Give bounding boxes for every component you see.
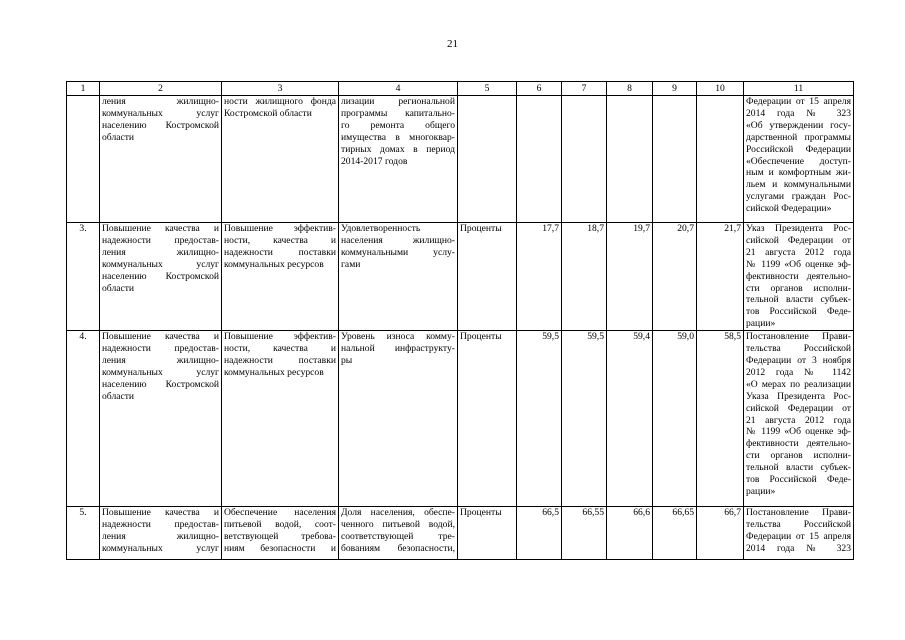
value-cell: 66,6: [607, 507, 653, 560]
source-cell: [744, 507, 854, 560]
table-row: [67, 96, 854, 223]
goal-line: области: [102, 390, 135, 402]
goal-line: ления жилищно-: [102, 96, 219, 107]
source-line: тельства Российской: [746, 343, 851, 355]
source-line: Федерации от 15 апреля: [746, 530, 851, 542]
source-line: Постановление Прави-: [746, 331, 851, 343]
value-cell: [607, 96, 653, 223]
goal-line: ления жилищно-: [102, 246, 219, 258]
goal-line: Повышение качества и: [102, 223, 219, 234]
indicator-cell: [339, 507, 458, 560]
unit-cell: [458, 96, 517, 223]
goal-line: области: [102, 282, 135, 294]
header-cell: 4: [339, 82, 458, 96]
task-line: надежности поставки: [224, 246, 336, 258]
source-line: тельной власти субъек-: [746, 462, 851, 474]
task-cell: [222, 507, 339, 560]
header-cell: 5: [458, 82, 517, 96]
task-cell: [222, 96, 339, 223]
table-header-row: [67, 82, 854, 96]
goal-line: коммунальных услуг: [102, 366, 219, 378]
indicator-cell: [339, 223, 458, 331]
indicator-line: Доля населения, обеспе-: [341, 507, 455, 519]
goal-line: ления жилищно-: [102, 530, 219, 542]
row-number: 3.: [67, 223, 100, 331]
goal-line: надежности предостав-: [102, 234, 219, 246]
source-line: рации»: [746, 318, 776, 330]
source-line: Постановление Прави-: [746, 507, 851, 519]
task-line: ности, качества и: [224, 234, 336, 246]
unit-cell: Проценты: [458, 507, 517, 560]
indicator-line: соответствующей тре-: [341, 530, 455, 542]
value-cell: 18,7: [562, 223, 607, 331]
value-cell: 20,7: [653, 223, 697, 331]
goal-line: Повышение качества и: [102, 507, 219, 519]
value-cell: [517, 96, 562, 223]
indicators-table: [66, 81, 854, 560]
source-line: Указ Президента Рос-: [746, 223, 851, 234]
goal-cell: [100, 331, 222, 507]
goal-line: населению Костромской: [102, 378, 219, 390]
goal-cell: [100, 96, 222, 223]
task-line: коммунальных ресурсов: [224, 258, 324, 270]
row-number: [67, 96, 100, 223]
indicator-line: ченного питьевой водой,: [341, 519, 455, 531]
source-line: сийской Федерации»: [746, 203, 832, 215]
goal-line: надежности предостав-: [102, 343, 219, 355]
header-cell: 11: [744, 82, 854, 96]
value-cell: 17,7: [517, 223, 562, 331]
source-line: Российской Федерации: [746, 143, 851, 155]
source-line: дарственной программы: [746, 131, 851, 143]
value-cell: 66,5: [517, 507, 562, 560]
source-line: ным и комфортным жи-: [746, 167, 851, 179]
source-line: тов Российской Феде-: [746, 474, 851, 486]
unit-cell: Проценты: [458, 223, 517, 331]
source-line: «Об утверждении госу-: [746, 119, 851, 131]
value-cell: 66,65: [653, 507, 697, 560]
indicator-line: коммунальными услу-: [341, 246, 455, 258]
goal-line: населению Костромской: [102, 119, 219, 131]
indicator-line: бованиям безопасности,: [341, 542, 455, 554]
value-cell: 21,7: [697, 223, 744, 331]
value-cell: [697, 96, 744, 223]
task-line: питьевой водой, соот-: [224, 519, 336, 531]
goal-line: ления жилищно-: [102, 354, 219, 366]
row-number: 5.: [67, 507, 100, 560]
value-cell: [653, 96, 697, 223]
goal-line: населению Костромской: [102, 270, 219, 282]
task-line: Обеспечение населения: [224, 507, 336, 519]
goal-line: надежности предостав-: [102, 519, 219, 531]
source-line: 21 августа 2012 года: [746, 246, 851, 258]
source-cell: [744, 223, 854, 331]
goal-line: коммунальных услуг: [102, 107, 219, 119]
indicator-line: лизации региональной: [341, 96, 455, 107]
source-line: 2014 года № 323: [746, 107, 851, 119]
source-line: 21 августа 2012 года: [746, 414, 851, 426]
source-line: Указа Президента Рос-: [746, 390, 851, 402]
source-line: № 1199 «Об оценке эф-: [746, 258, 851, 270]
task-line: ветствующей требова-: [224, 530, 336, 542]
value-cell: 59,0: [653, 331, 697, 507]
header-cell: 3: [222, 82, 339, 96]
source-line: сийской Федерации от: [746, 234, 851, 246]
task-line: ности, качества и: [224, 343, 336, 355]
value-cell: 59,5: [517, 331, 562, 507]
source-line: «О мерах по реализации: [746, 378, 851, 390]
indicator-cell: [339, 96, 458, 223]
page-number: 21: [447, 38, 458, 50]
source-line: фективности деятельно-: [746, 438, 851, 450]
header-cell: 1: [67, 82, 100, 96]
indicator-line: имущества в многоквар-: [341, 131, 455, 143]
task-line: Повышение эффектив-: [224, 331, 336, 343]
value-cell: 59,4: [607, 331, 653, 507]
table-row: [67, 331, 854, 507]
source-line: «Обеспечение доступ-: [746, 155, 851, 167]
table-row: [67, 507, 854, 560]
indicator-line: программы капитально-: [341, 107, 455, 119]
header-cell: 9: [653, 82, 697, 96]
source-cell: [744, 96, 854, 223]
header-cell: 2: [100, 82, 222, 96]
header-cell: 6: [517, 82, 562, 96]
row-number: 4.: [67, 331, 100, 507]
task-line: Повышение эффектив-: [224, 223, 336, 234]
value-cell: 66,7: [697, 507, 744, 560]
source-line: льем и коммунальными: [746, 179, 851, 191]
indicator-line: тирных домах в период: [341, 143, 455, 155]
source-line: сти органов исполни-: [746, 282, 851, 294]
source-line: Федерации от 3 ноября: [746, 354, 851, 366]
source-line: рации»: [746, 485, 776, 497]
goal-line: Повышение качества и: [102, 331, 219, 343]
source-line: 2012 года № 1142: [746, 366, 851, 378]
task-cell: [222, 331, 339, 507]
value-cell: [562, 96, 607, 223]
task-line: ниям безопасности и: [224, 542, 336, 554]
value-cell: 58,5: [697, 331, 744, 507]
source-line: Федерации от 15 апреля: [746, 96, 851, 107]
source-line: фективности деятельно-: [746, 270, 851, 282]
task-cell: [222, 223, 339, 331]
indicator-line: Удовлетворенность: [341, 223, 421, 234]
header-cell: 10: [697, 82, 744, 96]
header-cell: 8: [607, 82, 653, 96]
indicator-line: 2014-2017 годов: [341, 155, 408, 167]
indicator-line: Уровень износа комму-: [341, 331, 455, 343]
value-cell: 66,55: [562, 507, 607, 560]
goal-cell: [100, 507, 222, 560]
indicator-line: нальной инфраструкту-: [341, 343, 455, 355]
goal-line: коммунальных услуг: [102, 258, 219, 270]
indicator-line: го ремонта общего: [341, 119, 455, 131]
unit-cell: Проценты: [458, 331, 517, 507]
goal-cell: [100, 223, 222, 331]
indicator-line: гами: [341, 258, 361, 270]
goal-line: коммунальных услуг: [102, 542, 219, 554]
indicator-line: населения жилищно-: [341, 234, 455, 246]
task-line: коммунальных ресурсов: [224, 366, 324, 378]
task-line: Костромской области: [224, 107, 312, 119]
source-cell: [744, 331, 854, 507]
source-line: 2014 года № 323: [746, 542, 851, 554]
value-cell: 19,7: [607, 223, 653, 331]
source-line: сти органов исполни-: [746, 450, 851, 462]
task-line: надежности поставки: [224, 354, 336, 366]
source-line: тельной власти субъек-: [746, 294, 851, 306]
goal-line: области: [102, 131, 135, 143]
source-line: сийской Федерации от: [746, 402, 851, 414]
table-row: [67, 223, 854, 331]
indicator-cell: [339, 331, 458, 507]
indicator-line: ры: [341, 354, 353, 366]
source-line: № 1199 «Об оценке эф-: [746, 426, 851, 438]
task-line: ности жилищного фонда: [224, 96, 336, 107]
header-cell: 7: [562, 82, 607, 96]
source-line: услугами граждан Рос-: [746, 191, 851, 203]
source-line: тельства Российской: [746, 519, 851, 531]
source-line: тов Российской Феде-: [746, 306, 851, 318]
value-cell: 59,5: [562, 331, 607, 507]
